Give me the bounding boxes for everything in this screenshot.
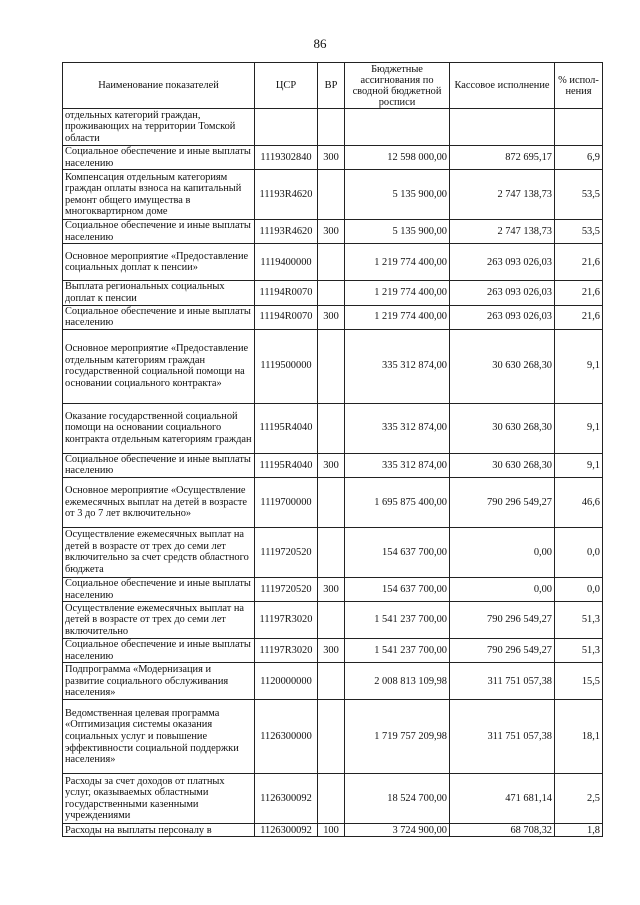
table-row: [63, 244, 603, 281]
cell-pct: 9,1: [555, 403, 603, 453]
cell-budget: 18 524 700,00: [345, 774, 450, 824]
cell-pct: 2,5: [555, 774, 603, 824]
cell-cash: 2 747 138,73: [450, 170, 555, 220]
cell-csr: 11197R3020: [255, 639, 318, 663]
header-name: Наименование показателей: [63, 63, 255, 109]
cell-vr: [318, 244, 345, 281]
cell-vr: [318, 329, 345, 403]
cell-name: Социальное обеспечение и иные выплаты населению: [63, 146, 255, 170]
cell-cash: 2 747 138,73: [450, 220, 555, 244]
cell-budget: 1 695 875 400,00: [345, 477, 450, 527]
cell-name: Социальное обеспечение и иные выплаты населению: [63, 639, 255, 663]
cell-vr: 300: [318, 146, 345, 170]
table-row: [63, 305, 603, 329]
cell-pct: [555, 109, 603, 146]
cell-csr: 11193R4620: [255, 220, 318, 244]
cell-name: Социальное обеспечение и иные выплаты населению: [63, 453, 255, 477]
cell-cash: 263 093 026,03: [450, 305, 555, 329]
cell-name: Осуществление ежемесячных выплат на детей в возрасте от трех до семи лет включительно: [63, 602, 255, 639]
header-budget: Бюджетные ассигнования по сводной бюджетной росписи: [345, 63, 450, 109]
table-row: [63, 453, 603, 477]
cell-pct: 53,5: [555, 220, 603, 244]
cell-vr: 300: [318, 453, 345, 477]
cell-name: Социальное обеспечение и иные выплаты населению: [63, 305, 255, 329]
header-vr: ВР: [318, 63, 345, 109]
cell-csr: 1119720520: [255, 577, 318, 601]
cell-budget: 1 219 774 400,00: [345, 305, 450, 329]
header-pct: % испол-нения: [555, 63, 603, 109]
cell-budget: 1 541 237 700,00: [345, 602, 450, 639]
cell-vr: [318, 477, 345, 527]
table-row: [63, 824, 603, 837]
cell-cash: 790 296 549,27: [450, 602, 555, 639]
cell-pct: 21,6: [555, 244, 603, 281]
cell-csr: 1119400000: [255, 244, 318, 281]
cell-cash: 263 093 026,03: [450, 244, 555, 281]
cell-vr: [318, 527, 345, 577]
cell-pct: 18,1: [555, 700, 603, 774]
table-row: [63, 109, 603, 146]
cell-budget: 3 724 900,00: [345, 824, 450, 837]
cell-csr: 1120000000: [255, 663, 318, 700]
table-row: [63, 146, 603, 170]
cell-vr: [318, 774, 345, 824]
cell-budget: 335 312 874,00: [345, 403, 450, 453]
cell-cash: 68 708,32: [450, 824, 555, 837]
cell-cash: 311 751 057,38: [450, 663, 555, 700]
table-row: [63, 527, 603, 577]
cell-cash: 790 296 549,27: [450, 639, 555, 663]
cell-pct: 15,5: [555, 663, 603, 700]
cell-vr: [318, 403, 345, 453]
cell-vr: [318, 700, 345, 774]
cell-pct: 51,3: [555, 639, 603, 663]
table-row: [63, 220, 603, 244]
cell-vr: 100: [318, 824, 345, 837]
cell-cash: 30 630 268,30: [450, 329, 555, 403]
cell-vr: 300: [318, 220, 345, 244]
page-number: 86: [313, 36, 327, 51]
budget-execution-table: [62, 62, 603, 837]
cell-budget: 1 219 774 400,00: [345, 244, 450, 281]
cell-csr: [255, 109, 318, 146]
cell-name: Основное мероприятие «Предоставление отдельным категориям граждан государственной социальной помощи на основании социального контракта»: [63, 329, 255, 403]
table-row: [63, 602, 603, 639]
cell-pct: 6,9: [555, 146, 603, 170]
cell-name: Социальное обеспечение и иные выплаты населению: [63, 220, 255, 244]
cell-name: отдельных категорий граждан, проживающих на территории Томской области: [63, 109, 255, 146]
cell-pct: 0,0: [555, 527, 603, 577]
table-row: [63, 639, 603, 663]
cell-vr: [318, 602, 345, 639]
cell-budget: 1 719 757 209,98: [345, 700, 450, 774]
cell-name: Социальное обеспечение и иные выплаты населению: [63, 577, 255, 601]
table-row: [63, 700, 603, 774]
cell-cash: 30 630 268,30: [450, 403, 555, 453]
cell-budget: 335 312 874,00: [345, 329, 450, 403]
cell-budget: 154 637 700,00: [345, 527, 450, 577]
cell-name: Ведомственная целевая программа «Оптимизация системы оказания социальных услуг и повышение эффективности социальной поддержки населения»: [63, 700, 255, 774]
table-row: [63, 774, 603, 824]
table-row: [63, 577, 603, 601]
cell-csr: 1119302840: [255, 146, 318, 170]
table-row: [63, 281, 603, 305]
cell-name: Подпрограмма «Модернизация и развитие социального обслуживания населения»: [63, 663, 255, 700]
cell-cash: 263 093 026,03: [450, 281, 555, 305]
cell-pct: 9,1: [555, 329, 603, 403]
cell-name: Компенсация отдельным категориям граждан оплаты взноса на капитальный ремонт общего имущества в многоквартирном доме: [63, 170, 255, 220]
cell-budget: 154 637 700,00: [345, 577, 450, 601]
cell-cash: 311 751 057,38: [450, 700, 555, 774]
cell-pct: 0,0: [555, 577, 603, 601]
cell-csr: 11193R4620: [255, 170, 318, 220]
cell-csr: 1126300092: [255, 774, 318, 824]
cell-csr: 1119500000: [255, 329, 318, 403]
cell-budget: 5 135 900,00: [345, 220, 450, 244]
header-csr: ЦСР: [255, 63, 318, 109]
cell-csr: 1126300092: [255, 824, 318, 837]
cell-name: Расходы на выплаты персоналу в: [63, 824, 255, 837]
cell-cash: 30 630 268,30: [450, 453, 555, 477]
cell-pct: 1,8: [555, 824, 603, 837]
cell-csr: 1119700000: [255, 477, 318, 527]
cell-csr: 1126300000: [255, 700, 318, 774]
table-row: [63, 477, 603, 527]
cell-cash: 790 296 549,27: [450, 477, 555, 527]
cell-csr: 11194R0070: [255, 281, 318, 305]
cell-pct: 46,6: [555, 477, 603, 527]
cell-csr: 11195R4040: [255, 453, 318, 477]
cell-vr: 300: [318, 577, 345, 601]
cell-pct: 51,3: [555, 602, 603, 639]
cell-pct: 9,1: [555, 453, 603, 477]
cell-name: Выплата региональных социальных доплат к пенсии: [63, 281, 255, 305]
cell-budget: 1 219 774 400,00: [345, 281, 450, 305]
cell-vr: [318, 170, 345, 220]
cell-name: Основное мероприятие «Осуществление ежемесячных выплат на детей в возрасте от 3 до 7 лет включительно»: [63, 477, 255, 527]
cell-budget: 5 135 900,00: [345, 170, 450, 220]
table-row: [63, 170, 603, 220]
cell-cash: 0,00: [450, 527, 555, 577]
cell-pct: 21,6: [555, 305, 603, 329]
cell-budget: 335 312 874,00: [345, 453, 450, 477]
cell-budget: 1 541 237 700,00: [345, 639, 450, 663]
cell-name: Осуществление ежемесячных выплат на детей в возрасте от трех до семи лет включительно за счет средств областного бюджета: [63, 527, 255, 577]
cell-cash: [450, 109, 555, 146]
cell-csr: 11197R3020: [255, 602, 318, 639]
table-header-row: [63, 63, 603, 109]
cell-name: Оказание государственной социальной помощи на основании социального контракта отдельным категориям граждан: [63, 403, 255, 453]
cell-csr: 11195R4040: [255, 403, 318, 453]
cell-pct: 21,6: [555, 281, 603, 305]
table-row: [63, 329, 603, 403]
cell-budget: 2 008 813 109,98: [345, 663, 450, 700]
cell-cash: 872 695,17: [450, 146, 555, 170]
cell-budget: 12 598 000,00: [345, 146, 450, 170]
cell-name: Основное мероприятие «Предоставление социальных доплат к пенсии»: [63, 244, 255, 281]
cell-vr: [318, 281, 345, 305]
cell-pct: 53,5: [555, 170, 603, 220]
header-cash: Кассовое исполнение: [450, 63, 555, 109]
table-row: [63, 403, 603, 453]
cell-csr: 1119720520: [255, 527, 318, 577]
cell-name: Расходы за счет доходов от платных услуг, оказываемых областными государственными казенными учреждениями: [63, 774, 255, 824]
cell-cash: 0,00: [450, 577, 555, 601]
cell-csr: 11194R0070: [255, 305, 318, 329]
cell-cash: 471 681,14: [450, 774, 555, 824]
cell-vr: 300: [318, 639, 345, 663]
cell-budget: [345, 109, 450, 146]
table-row: [63, 663, 603, 700]
cell-vr: 300: [318, 305, 345, 329]
cell-vr: [318, 109, 345, 146]
cell-vr: [318, 663, 345, 700]
